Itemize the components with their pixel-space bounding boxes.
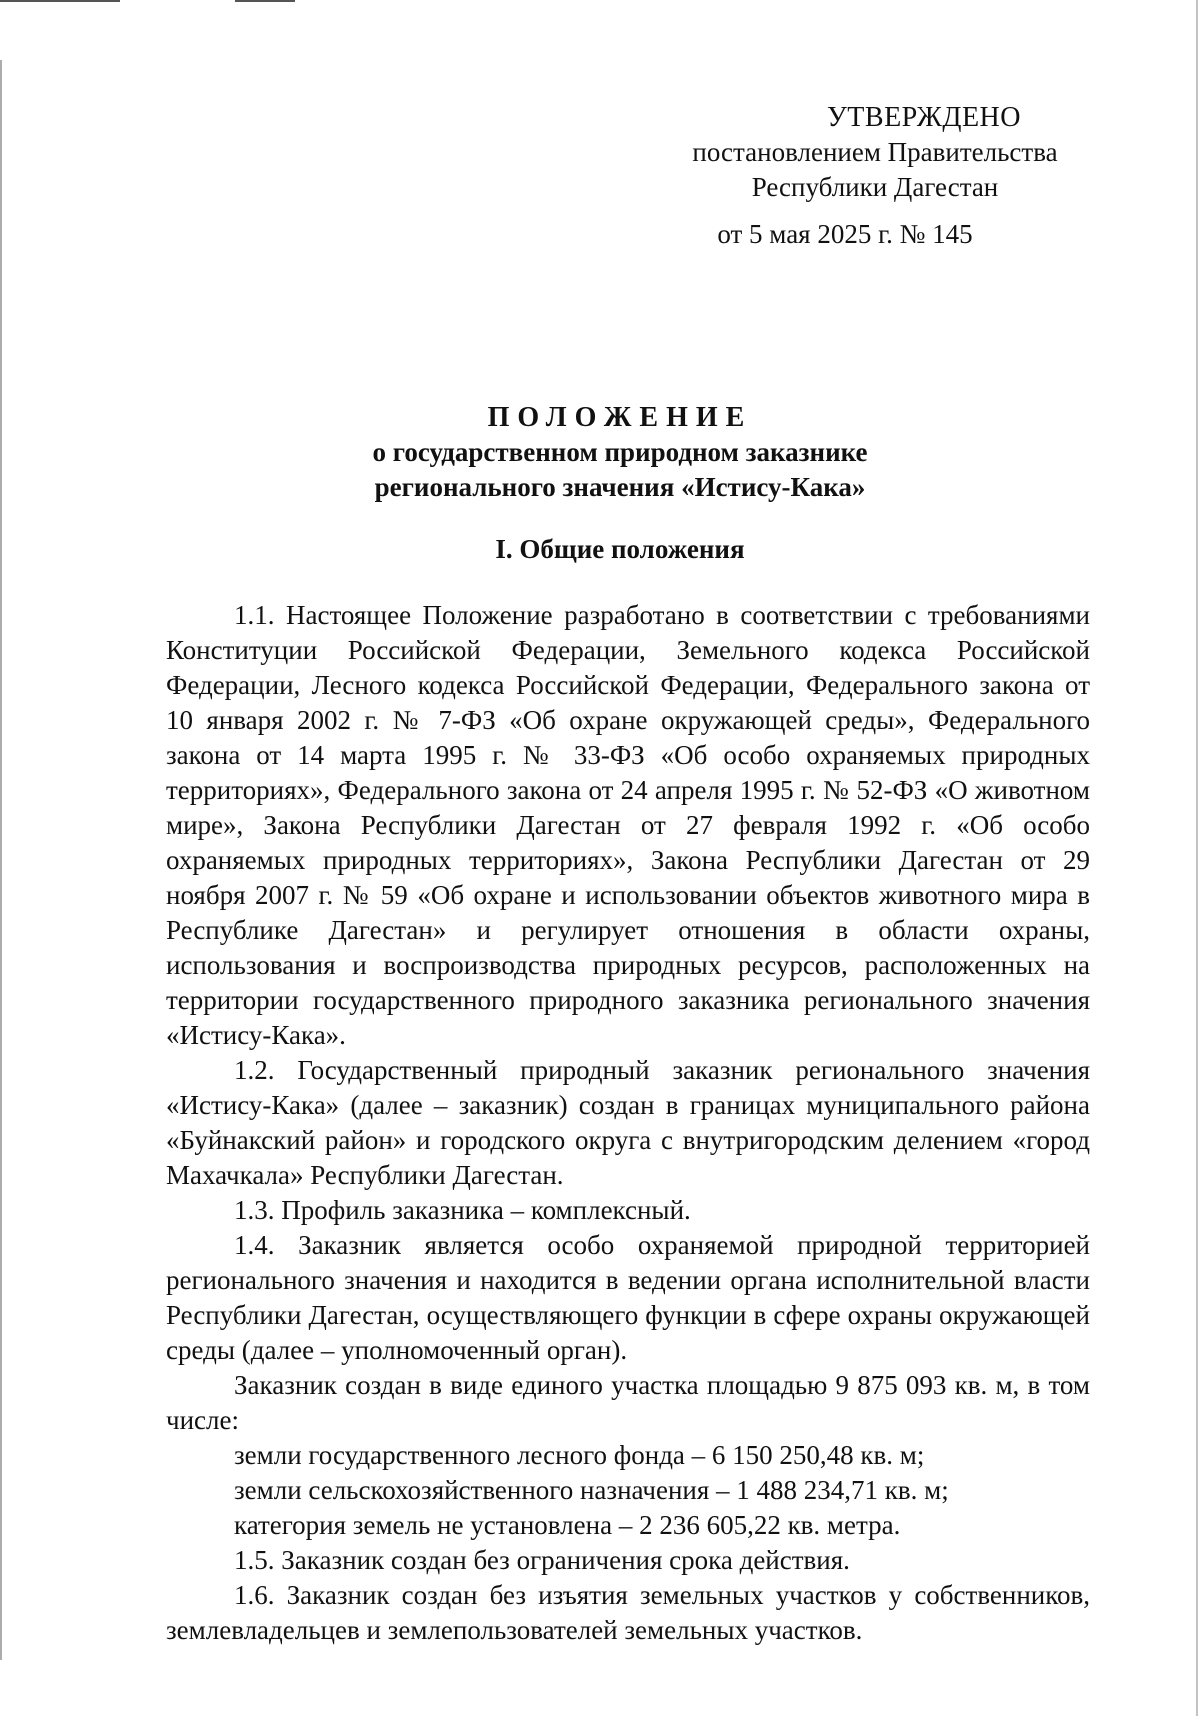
title-line-1: о государственном природном заказнике: [372, 437, 868, 467]
approval-block: [655, 100, 1095, 252]
paragraph-1-1: 1.1. Настоящее Положение разработано в соответствии с требованиями Конституции Российской Федерации, Земельного кодекса Российской Федерации, Лесного кодекса Российской Федерации, Федерального закона от 10 января 2002 г. № 7-ФЗ «Об охране окружающей среды», Федерального закона от 14 марта 1995 г. № 33-ФЗ «Об особо охраняемых природных территориях», Федерального закона от 24 апреля 1995 г. № 52-ФЗ «О животном мире», Закона Республики Дагестан от 27 февраля 1992 г. «Об особо охраняемых природных территориях», Закона Республики Дагестан от 29 ноября 2007 г. № 59 «Об охране и использовании объектов животного мира в Республике Дагестан» и регулирует отношения в области охраны, использования и воспроизводства природных ресурсов, расположенных на территории государственного природного заказника регионального значения «Истису-Кака».: [166, 600, 1090, 1050]
section-heading: I. Общие положения: [495, 534, 745, 564]
scan-edge-top: [0, 0, 120, 2]
area-item-unset: категория земель не установлена – 2 236 605,22 кв. метра.: [234, 1510, 901, 1540]
scan-edge-top-mark: [235, 0, 295, 2]
paragraph-1-6: 1.6. Заказник создан без изъятия земельных участков у собственников, землевладельцев и землепользователей земельных участков.: [166, 1580, 1090, 1645]
approved-label: УТВЕРЖДЕНО: [826, 102, 1021, 133]
document-title: [180, 400, 1060, 505]
paragraph-1-2: 1.2. Государственный природный заказник регионального значения «Истису-Кака» (далее – заказник) создан в границах муниципального района «Буйнакский район» и городского округа с внутригородским делением «город Махачкала» Республики Дагестан.: [166, 1055, 1090, 1190]
title-main: ПОЛОЖЕНИЕ: [487, 402, 753, 433]
paragraph-1-3: 1.3. Профиль заказника – комплексный.: [234, 1195, 691, 1225]
approval-line-1: постановлением Правительства: [692, 137, 1058, 167]
paragraph-area: Заказник создан в виде единого участка площадью 9 875 093 кв. м, в том числе:: [166, 1370, 1090, 1435]
approval-line-2: Республики Дагестан: [751, 172, 999, 202]
scan-edge-left: [0, 60, 2, 1660]
scan-edge-right: [1196, 0, 1198, 1716]
paragraph-1-4: 1.4. Заказник является особо охраняемой природной территорией регионального значения и находится в ведении органа исполнительной власти Республики Дагестан, осуществляющего функции в сфере охраны окружающей среды (далее – уполномоченный орган).: [166, 1230, 1090, 1365]
paragraph-1-5: 1.5. Заказник создан без ограничения срока действия.: [234, 1545, 850, 1575]
title-line-2: регионального значения «Истису-Кака»: [374, 472, 866, 502]
document-body: [166, 598, 1090, 1648]
area-item-agricultural: земли сельскохозяйственного назначения – 1 488 234,71 кв. м;: [234, 1475, 949, 1505]
approval-date: от 5 мая 2025 г. № 145: [717, 219, 973, 249]
area-item-forest: земли государственного лесного фонда – 6 150 250,48 кв. м;: [234, 1440, 925, 1470]
